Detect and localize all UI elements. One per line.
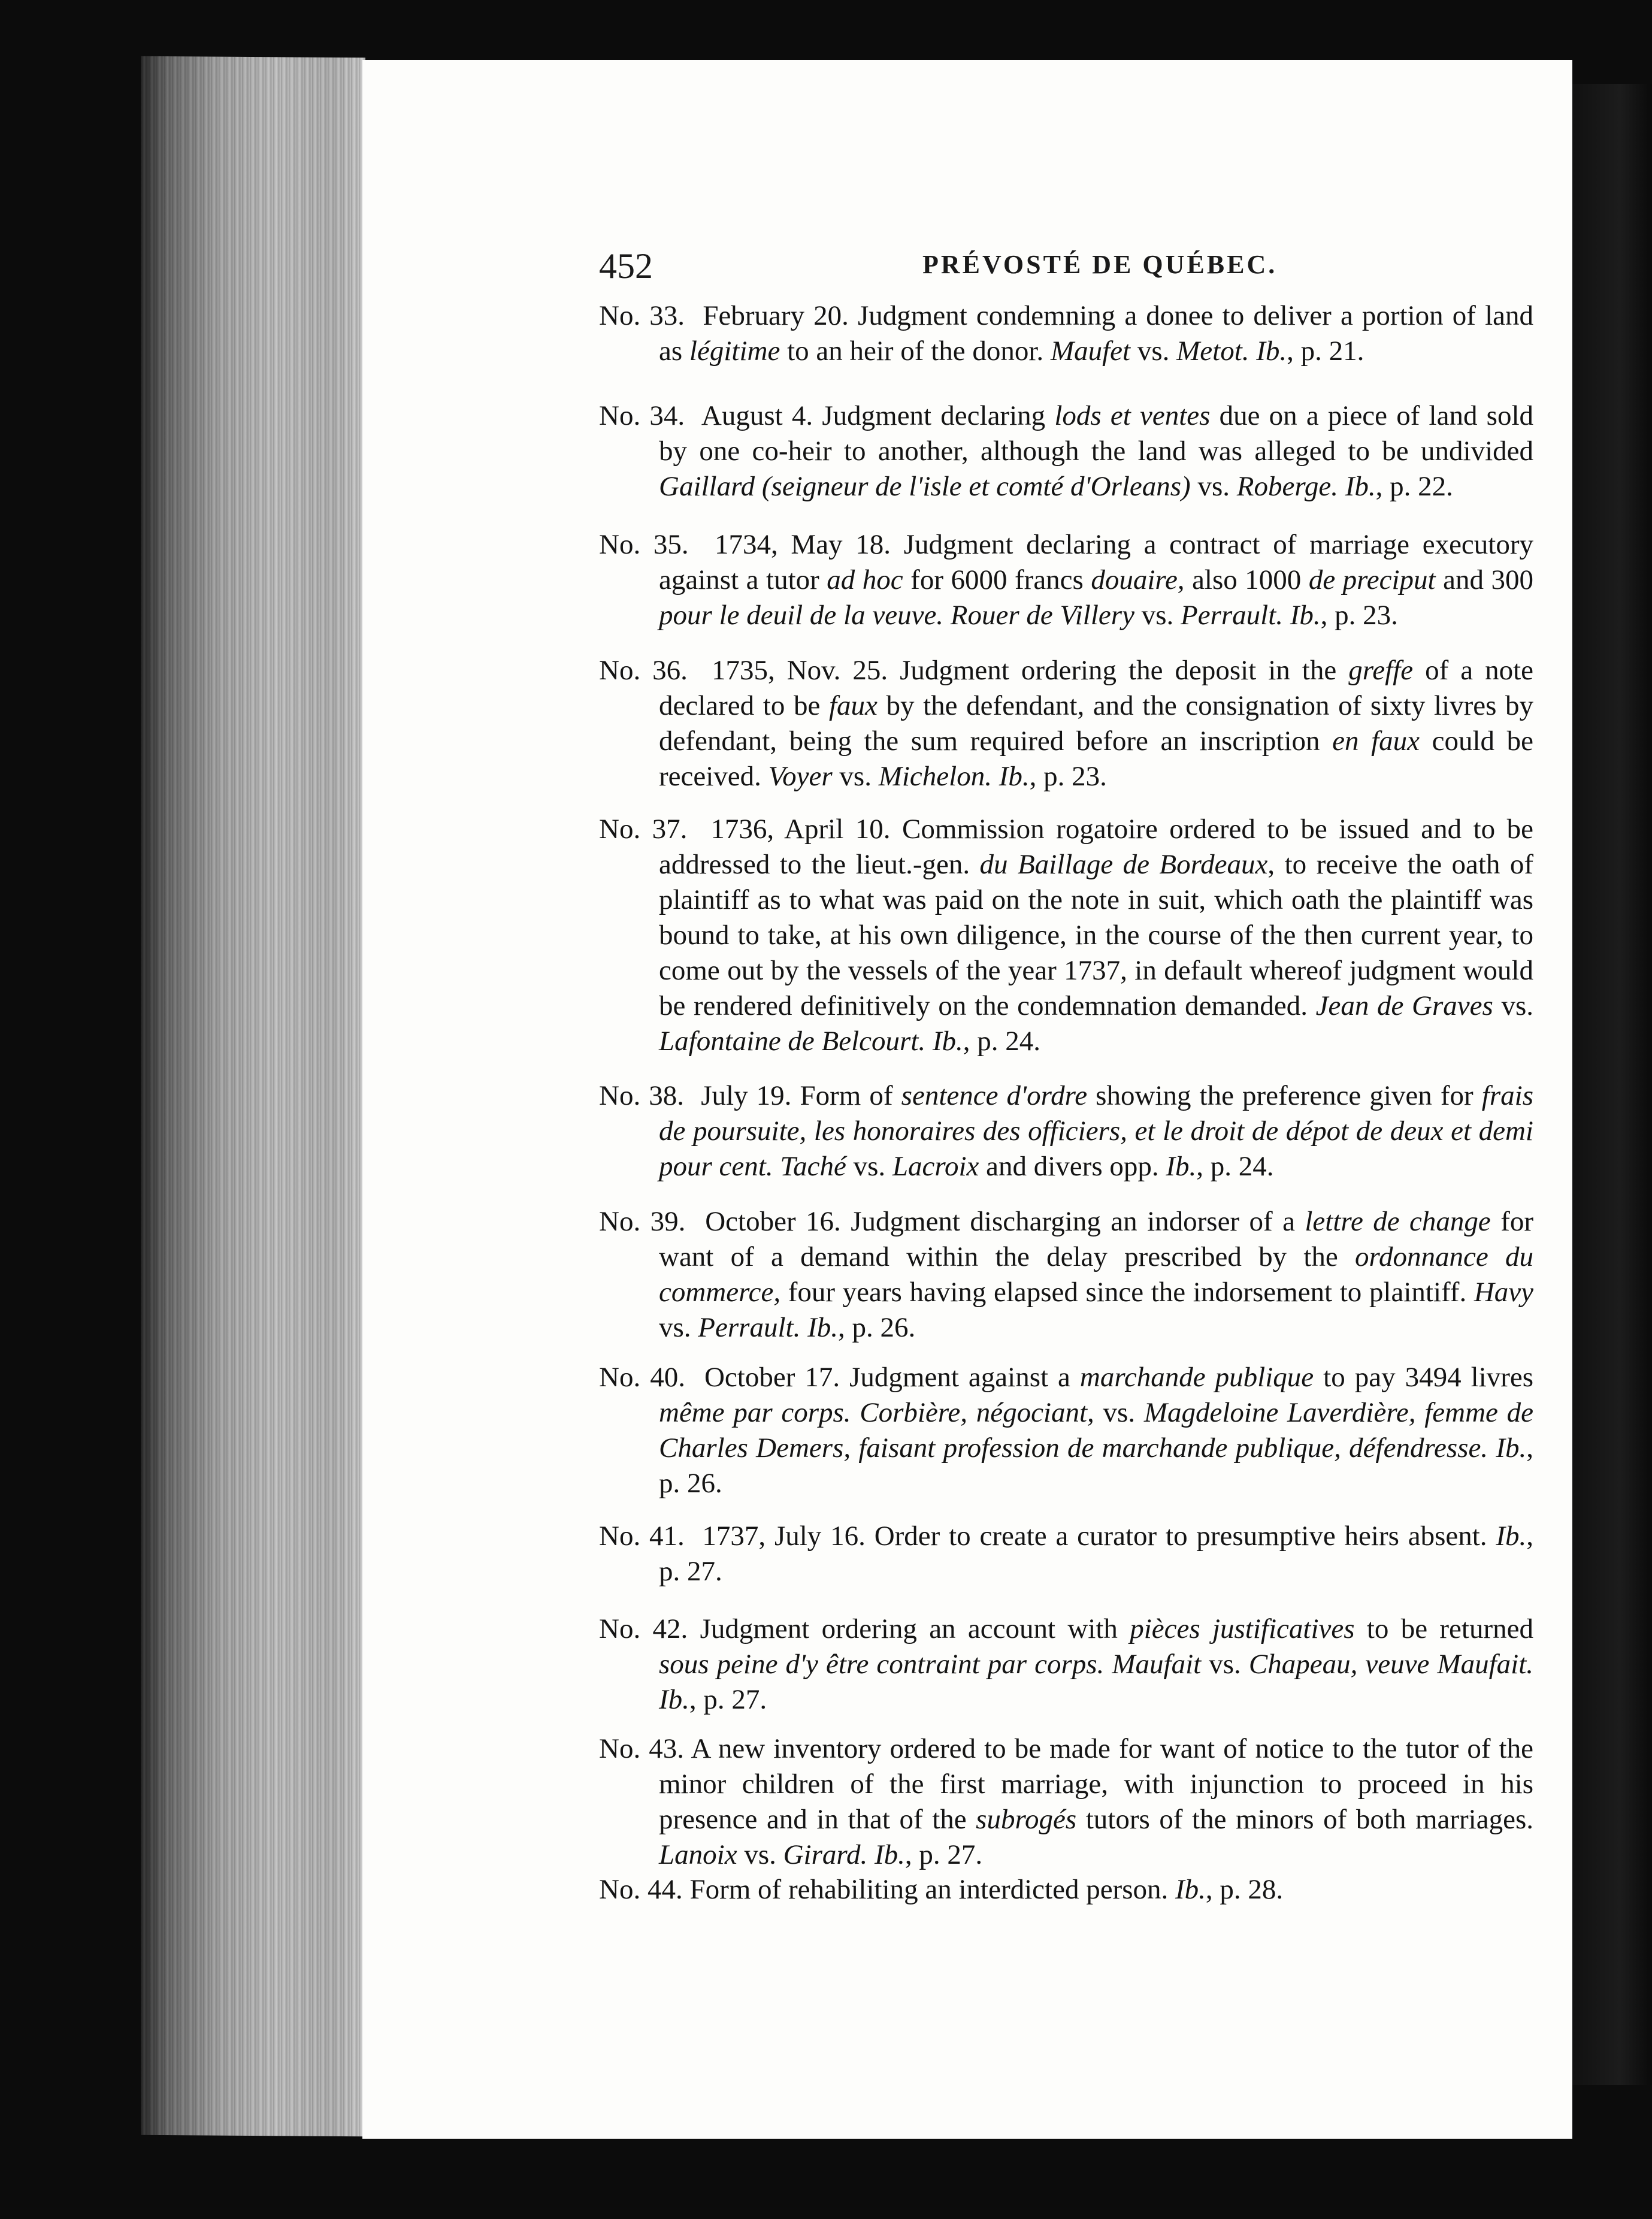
entry-date: February 20. [703,300,849,331]
entry-36: No. 36. 1735, Nov. 25. Judgment ordering the deposit in the greffe of a note declared to be faux by the defendant, and the consignation of sixty livres by defendant, being the sum required before an inscription en faux could be received. Voyer vs. Michelon. Ib., p. 23. [599,655,1534,792]
entry-number: No. 33. [599,300,685,331]
book-page-edge [141,56,365,2137]
binding-shadow [1572,84,1652,2085]
entry-number: No. 39. [599,1206,686,1237]
entry-33: No. 33. February 20. Judgment condemning a donee to deliver a portion of land as légitime to an heir of the donor. Maufet vs. Metot. Ib., p. 21. [599,300,1533,367]
entry-37: No. 37. 1736, April 10. Commission rogatoire ordered to be issued and to be addressed to the lieut.-gen. du Baillage de Bordeaux, to receive the oath of plaintiff as to what was paid on the note in suit, which oath the plaintiff was bound to take, at his own diligence, in the course of the then current year, to come out by the vessels of the year 1737, in default whereof judgment would be rendered definitively on the condemnation demanded. Jean de Graves vs. Lafontaine de Belcourt. Ib., p. 24. [599,814,1534,1057]
entry-number: No. 34. [599,400,685,431]
page-header [599,246,1533,288]
entry-40: No. 40. October 17. Judgment against a marchande publique to pay 3494 livres même par corps. Corbière, négociant, vs. Magdeloine Laverdière, femme de Charles Demers, faisant profession de marchande publique, défendresse. Ib., p. 26. [599,1362,1534,1499]
running-head: PRÉVOSTÉ DE QUÉBEC. [922,250,1278,279]
entry-number: No. 41. [599,1520,685,1552]
entry-date: October 16. [705,1206,841,1237]
entry-44: No. 44. Form of rehabiliting an interdicted person. Ib., p. 28. [599,1874,1284,1905]
entry-43: No. 43. A new inventory ordered to be made for want of notice to the tutor of the minor children of the first marriage, with injunction to proceed in his presence and in that of the subrogés tutors of the minors of both marriages. Lanoix vs. Girard. Ib., p. 27. [599,1733,1533,1870]
entry-date: 1737, July 16. [702,1520,866,1552]
entry-date: July 19. [701,1080,792,1111]
entry-number: No. 35. [599,529,689,560]
entry-number: No. 37. [599,814,688,845]
entry-number: No. 36. [599,655,688,686]
entry-date: August 4. [701,400,813,431]
entry-date: 1736, April 10. [710,814,891,845]
entry-41: No. 41. 1737, July 16. Order to create a curator to presumptive heirs absent. Ib., p. 27. [599,1520,1533,1587]
entry-number: No. 38. [599,1080,685,1111]
entry-date: 1734, May 18. [714,529,891,560]
entry-39: No. 39. October 16. Judgment discharging an indorser of a lettre de change for want of a demand within the delay prescribed by the ordonnance du commerce, four years having elapsed since the indorsement to plaintiff. Havy vs. Perrault. Ib., p. 26. [599,1206,1533,1343]
page-number: 452 [599,246,653,286]
entry-34: No. 34. August 4. Judgment declaring lods et ventes due on a piece of land sold by one co-heir to another, although the land was alleged to be undivided Gaillard (seigneur de l'isle et comté d'Orleans) vs. Roberge. Ib., p. 22. [599,400,1534,502]
entry-date: October 17. [704,1362,840,1393]
entry-38: No. 38. July 19. Form of sentence d'ordre showing the preference given for frais de poursuite, les honoraires des officiers, et le droit de dépot de deux et demi pour cent. Taché vs. Lacroix and divers opp. Ib., p. 24. [599,1080,1533,1182]
entry-number: No. 43. [599,1733,685,1764]
entry-42: No. 42. Judgment ordering an account with pièces justificatives to be returned sous peine d'y être contraint par corps. Maufait vs. Chapeau, veuve Maufait. Ib., p. 27. [599,1613,1534,1715]
entry-number: No. 44. [599,1874,683,1905]
entry-number: No. 42. [599,1613,688,1644]
entry-date: 1735, Nov. 25. [711,655,888,686]
entry-35: No. 35. 1734, May 18. Judgment declaring a contract of marriage executory against a tutor ad hoc for 6000 francs douaire, also 1000 de preciput and 300 pour le deuil de la veuve. Rouer de Villery vs. Perrault. Ib., p. 23. [599,529,1534,631]
entry-number: No. 40. [599,1362,685,1393]
